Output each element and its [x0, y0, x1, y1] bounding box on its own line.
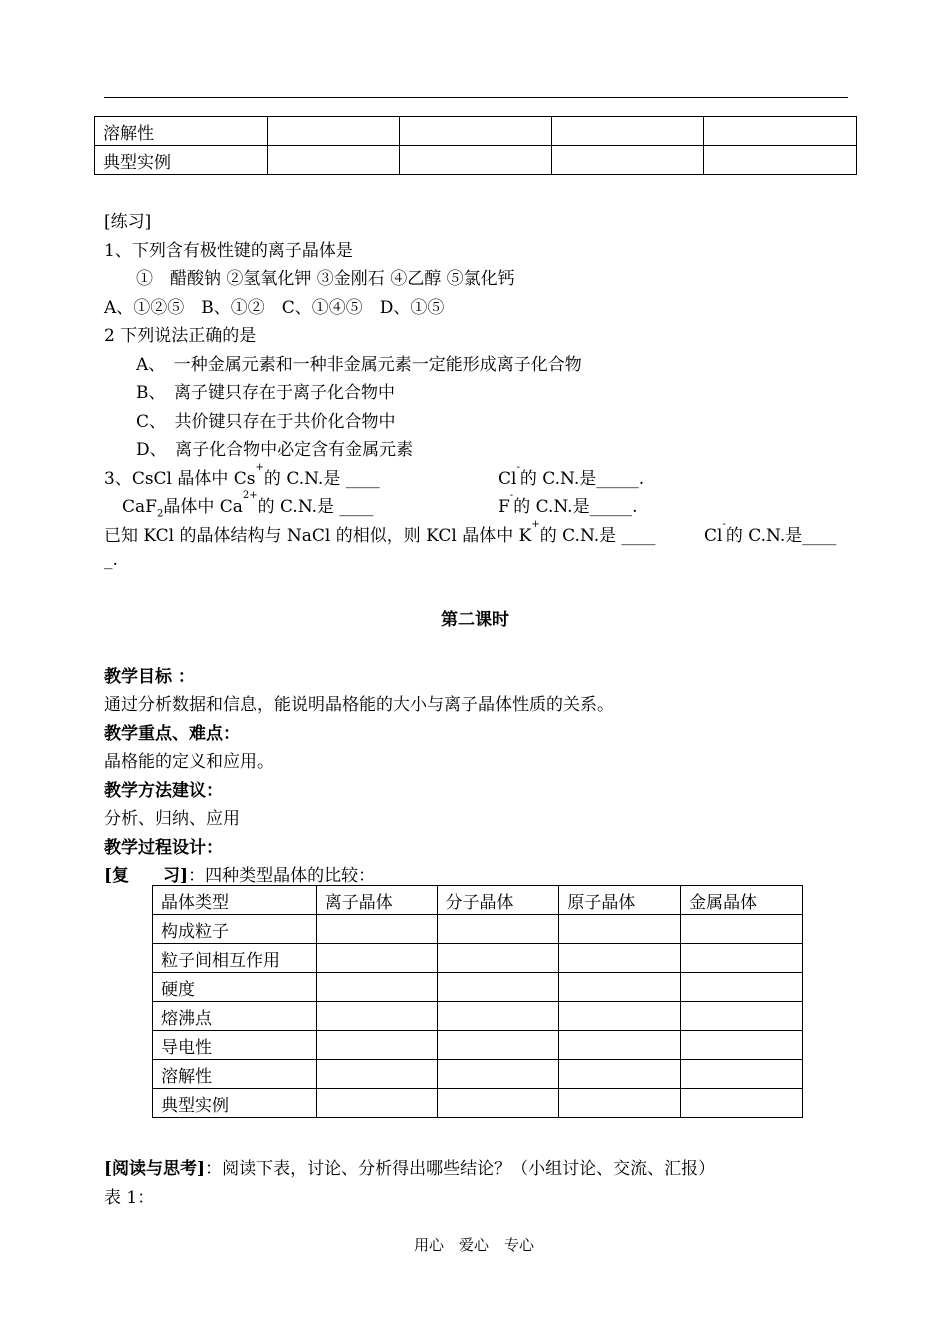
table-cell	[437, 915, 559, 944]
table-row	[153, 915, 803, 944]
table-1-label: 表 1：	[104, 1188, 155, 1208]
text-span: 的 C.N.是 ____	[263, 469, 380, 489]
table-cell	[316, 944, 437, 973]
question-3-line-1-right	[498, 464, 644, 489]
table-header-cell: 分子晶体	[437, 886, 559, 915]
table-cell	[437, 973, 559, 1002]
subscript: 2	[156, 508, 164, 520]
table-row	[95, 117, 857, 146]
text-span: 的 C.N.是 ____	[539, 526, 656, 546]
text-span: 的 C.N.是_____.	[513, 497, 638, 517]
reading-line	[104, 1154, 715, 1179]
table-cell: 溶解性	[153, 1060, 317, 1089]
text-span: 3、CsCl 晶体中 Cs	[104, 469, 256, 489]
table-header-cell: 离子晶体	[316, 886, 437, 915]
page-footer: 用心 爱心 专心	[414, 1236, 535, 1254]
review-label: [复 习]	[104, 866, 189, 886]
table-row	[153, 944, 803, 973]
header-rule	[104, 97, 848, 98]
key-heading: 教学重点、难点：	[104, 724, 240, 744]
question-3-line-4: _.	[104, 550, 118, 570]
table-cell: 粒子间相互作用	[153, 944, 317, 973]
text-span: 晶体中 Ca	[163, 497, 243, 517]
question-1-items: ① 醋酸钠 ②氢氧化钾 ③金刚石 ④乙醇 ⑤氯化钙	[136, 269, 515, 289]
table-row	[153, 1060, 803, 1089]
text-span: Cl	[498, 469, 517, 489]
table-cell	[681, 1002, 803, 1031]
reading-label: [阅读与思考]	[104, 1159, 206, 1179]
table-cell	[552, 146, 704, 175]
table-cell	[559, 944, 681, 973]
text-span: CaF	[122, 497, 157, 517]
table-row	[153, 1002, 803, 1031]
question-3-line-3	[104, 521, 656, 546]
table-cell	[437, 1089, 559, 1118]
text-span: F	[498, 497, 510, 517]
text-span: 已知 KCl 的晶体结构与 NaCl 的相似，则 KCl 晶体中 K	[104, 526, 532, 546]
table-cell: 构成粒子	[153, 915, 317, 944]
question-2-option-b: B、 离子键只存在于离子化合物中	[136, 383, 395, 403]
table-cell: 硬度	[153, 973, 317, 1002]
question-2-option-d: D、 离子化合物中必定含有金属元素	[136, 440, 414, 460]
method-heading: 教学方法建议：	[104, 781, 223, 801]
table-cell	[316, 915, 437, 944]
table-cell	[559, 973, 681, 1002]
table-cell	[267, 117, 399, 146]
exercise-heading: [练习]	[104, 212, 152, 232]
table-cell	[559, 1060, 681, 1089]
table-row	[153, 1089, 803, 1118]
table-cell	[559, 1089, 681, 1118]
table-cell	[437, 1060, 559, 1089]
top-table	[94, 116, 857, 175]
table-cell	[681, 915, 803, 944]
question-3-line-2-right	[498, 492, 638, 517]
table-row	[153, 1031, 803, 1060]
question-1: 1、下列含有极性键的离子晶体是	[104, 241, 353, 261]
table-cell	[316, 1089, 437, 1118]
review-text: ：四种类型晶体的比较：	[188, 866, 376, 886]
table-cell	[559, 1031, 681, 1060]
compare-table	[152, 885, 803, 1118]
table-cell	[399, 117, 552, 146]
question-3-line-2	[122, 492, 373, 519]
table-cell	[681, 1031, 803, 1060]
superscript: +	[255, 462, 264, 473]
table-cell: 典型实例	[153, 1089, 317, 1118]
table-cell	[704, 146, 857, 175]
table-cell	[704, 117, 857, 146]
table-cell	[437, 1002, 559, 1031]
table-cell: 溶解性	[95, 117, 268, 146]
process-heading: 教学过程设计：	[104, 838, 223, 858]
table-header-row	[153, 886, 803, 915]
table-cell	[681, 1089, 803, 1118]
table-cell	[681, 1060, 803, 1089]
table-cell	[316, 1060, 437, 1089]
question-2: 2 下列说法正确的是	[104, 326, 257, 346]
text-span: Cl	[704, 526, 723, 546]
question-3-line-1	[104, 464, 380, 489]
table-cell: 熔沸点	[153, 1002, 317, 1031]
table-cell: 典型实例	[95, 146, 268, 175]
table-cell	[267, 146, 399, 175]
review-line	[104, 861, 375, 886]
table-cell	[316, 1002, 437, 1031]
table-cell	[437, 944, 559, 973]
question-2-option-c: C、 共价键只存在于共价化合物中	[136, 412, 396, 432]
superscript: -	[722, 519, 726, 530]
table-cell	[399, 146, 552, 175]
key-text: 晶格能的定义和应用。	[104, 752, 274, 772]
goal-heading: 教学目标 ：	[104, 667, 195, 687]
superscript: -	[516, 462, 520, 473]
method-text: 分析、归纳、应用	[104, 809, 240, 829]
table-cell	[437, 1031, 559, 1060]
text-span: 的 C.N.是_____.	[519, 469, 645, 489]
table-header-cell: 金属晶体	[681, 886, 803, 915]
table-header-cell: 原子晶体	[559, 886, 681, 915]
table-cell	[681, 973, 803, 1002]
table-cell	[559, 915, 681, 944]
table-cell: 导电性	[153, 1031, 317, 1060]
text-span: 的 C.N.是____	[725, 526, 837, 546]
table-row	[95, 146, 857, 175]
superscript: +	[531, 519, 540, 530]
table-row	[153, 973, 803, 1002]
text-span: 的 C.N.是 ____	[257, 497, 374, 517]
superscript: 2+	[242, 490, 258, 501]
goal-text: 通过分析数据和信息，能说明晶格能的大小与离子晶体性质的关系。	[104, 695, 614, 715]
table-cell	[559, 1002, 681, 1031]
superscript: -	[509, 490, 514, 501]
table-header-cell: 晶体类型	[153, 886, 317, 915]
section-title: 第二课时	[441, 610, 509, 630]
question-1-options: A、①②⑤ B、①② C、①④⑤ D、①⑤	[104, 298, 445, 318]
table-cell	[316, 973, 437, 1002]
table-cell	[681, 944, 803, 973]
table-cell	[552, 117, 704, 146]
table-cell	[316, 1031, 437, 1060]
reading-text: ：阅读下表，讨论、分析得出哪些结论？（小组讨论、交流、汇报）	[205, 1159, 716, 1179]
question-3-line-3-right	[704, 521, 836, 546]
question-2-option-a: A、 一种金属元素和一种非金属元素一定能形成离子化合物	[136, 355, 582, 375]
